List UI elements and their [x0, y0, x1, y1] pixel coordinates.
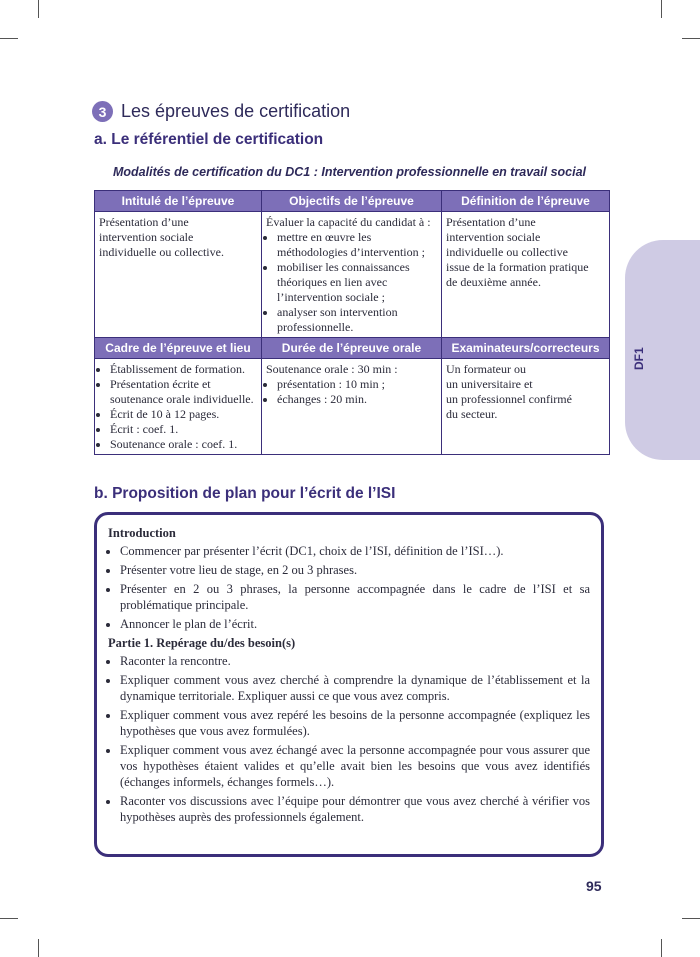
subsection-b-title: Proposition de plan pour l’écrit de l’ISI — [112, 485, 396, 502]
table-header-row — [95, 338, 610, 359]
list-item: • Expliquer comment vous avez échangé avec la personne accompagnée pour vous assurer que vos hypothèses étaient valides et qu’elle avait bien les besoins que vous avez identifiés (échanges informels, échanges formels…). — [120, 742, 590, 790]
crop-mark — [682, 918, 700, 919]
cell-objectifs — [262, 212, 442, 338]
subsection-a-heading — [94, 131, 323, 149]
list-item: • Présenter en 2 ou 3 phrases, la personne accompagnée dans le cadre de l’ISI et sa problématique principale. — [120, 581, 590, 613]
duree-list — [266, 377, 437, 407]
certification-table — [94, 190, 610, 455]
cell-duree — [262, 359, 442, 455]
list-item: • Annoncer le plan de l’écrit. — [120, 616, 590, 632]
table-header-row — [95, 191, 610, 212]
intro-list — [108, 543, 590, 632]
list-item: • Écrit de 10 à 12 pages. — [110, 407, 257, 422]
list-item: • Expliquer comment vous avez cherché à comprendre la dynamique de l’établissement et la dynamique territoriale. Expliquer aussi ce que vous avez compris. — [120, 672, 590, 704]
part1-list — [108, 653, 590, 825]
objectifs-list — [266, 230, 437, 335]
list-item: • Présenter votre lieu de stage, en 2 ou 3 phrases. — [120, 562, 590, 578]
cell-cadre — [95, 359, 262, 455]
section-heading — [92, 101, 350, 122]
table-row — [95, 359, 610, 455]
list-item: • Écrit : coef. 1. — [110, 422, 257, 437]
cell-intitule: Présentation d’une intervention sociale individuelle ou collective. — [95, 212, 262, 338]
header-intitule: Intitulé de l’épreuve — [95, 191, 262, 212]
header-duree: Durée de l’épreuve orale — [262, 338, 442, 359]
subsection-a-letter: a. — [94, 131, 107, 148]
crop-mark — [0, 918, 18, 919]
subsection-b-heading — [94, 485, 395, 503]
list-item: • présentation : 10 min ; — [277, 377, 437, 392]
list-item: • Établissement de formation. — [110, 362, 257, 377]
intro-title: Introduction — [108, 526, 176, 540]
list-item: • Raconter la rencontre. — [120, 653, 590, 669]
list-item: • Commencer par présenter l’écrit (DC1, choix de l’ISI, définition de l’ISI…). — [120, 543, 590, 559]
cadre-list — [99, 362, 257, 452]
plan-content — [108, 523, 590, 828]
subsection-a-title: Le référentiel de certification — [111, 131, 324, 148]
header-cadre: Cadre de l’épreuve et lieu — [95, 338, 262, 359]
crop-mark — [661, 0, 662, 18]
list-item: • mettre en œuvre les méthodologies d’intervention ; — [277, 230, 437, 260]
chapter-tab-label: DF1 — [632, 347, 646, 370]
crop-mark — [38, 0, 39, 18]
header-objectifs: Objectifs de l’épreuve — [262, 191, 442, 212]
section-number: 3 — [92, 101, 113, 122]
list-item: • Soutenance orale : coef. 1. — [110, 437, 257, 452]
header-examinateurs: Examinateurs/correcteurs — [442, 338, 610, 359]
subsection-b-letter: b. — [94, 485, 108, 502]
cell-examinateurs: Un formateur ou un universitaire et un professionnel confirmé du secteur. — [442, 359, 610, 455]
list-item: • analyser son intervention professionnelle. — [277, 305, 437, 335]
list-item: • Expliquer comment vous avez repéré les besoins de la personne accompagnée (expliquez les hypothèses que vous avez formulées). — [120, 707, 590, 739]
crop-mark — [682, 38, 700, 39]
table-row — [95, 212, 610, 338]
part1-title: Partie 1. Repérage du/des besoin(s) — [108, 636, 296, 650]
table-caption: Modalités de certification du DC1 : Intervention professionnelle en travail social — [113, 165, 587, 179]
crop-mark — [661, 939, 662, 957]
cell-definition: Présentation d’une intervention sociale individuelle ou collective issue de la formation pratique de deuxième année. — [442, 212, 610, 338]
list-item: • échanges : 20 min. — [277, 392, 437, 407]
section-title: Les épreuves de certification — [121, 101, 351, 121]
crop-mark — [38, 939, 39, 957]
header-definition: Définition de l’épreuve — [442, 191, 610, 212]
objectifs-intro: Évaluer la capacité du candidat à : — [266, 215, 431, 229]
page-number: 95 — [586, 878, 602, 894]
crop-mark — [0, 38, 18, 39]
list-item: • Raconter vos discussions avec l’équipe pour démontrer que vous avez cherché à vérifier vos hypothèses auprès des professionnels également. — [120, 793, 590, 825]
duree-intro: Soutenance orale : 30 min : — [266, 362, 398, 376]
list-item: • mobiliser les connaissances théoriques en lien avec l’intervention sociale ; — [277, 260, 437, 305]
list-item: • Présentation écrite et soutenance orale individuelle. — [110, 377, 257, 407]
